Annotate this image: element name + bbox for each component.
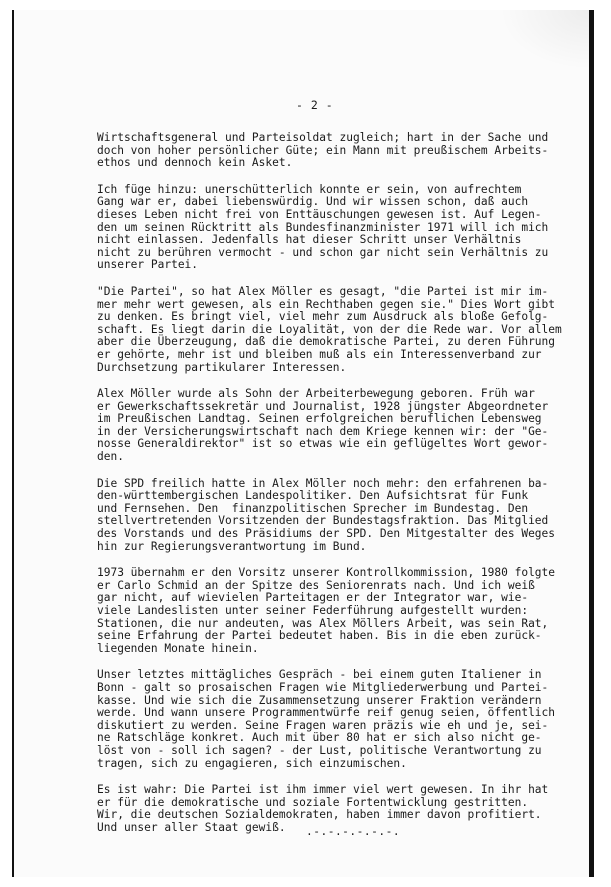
text-line: werde. Und wann unsere Programmentwürfe reif genug seien, öffentlich bbox=[97, 706, 556, 720]
text-line: 1973 übernahm er den Vorsitz unserer Kontrollkommission, 1980 folgte bbox=[97, 566, 556, 580]
text-line: den-württembergischen Landespolitiker. Den Aufsichtsrat für Funk bbox=[97, 489, 529, 503]
text-line: Es ist wahr: Die Partei ist ihm immer viel wert gewesen. In ihr hat bbox=[97, 783, 549, 797]
text-line: den um seinen Rücktritt als Bundesfinanzminister 1971 will ich mich bbox=[97, 220, 549, 234]
text-line: er gehörte, mehr ist und bleiben muß als ein Interessenverband zur bbox=[97, 347, 542, 361]
text-line: in der Versicherungswirtschaft nach dem Kriege kennen wir: der "Ge- bbox=[97, 424, 549, 438]
letter-body bbox=[97, 132, 577, 849]
text-line: unserer Partei. bbox=[97, 258, 199, 272]
text-line: Wirtschaftsgeneral und Parteisoldat zugleich; hart in der Sache und bbox=[97, 131, 549, 144]
paragraph-1 bbox=[97, 132, 577, 170]
text-line: kasse. Und wie sich die Zusammensetzung unserer Fraktion verändern bbox=[97, 693, 542, 707]
paragraph-4 bbox=[97, 388, 577, 464]
text-line: nicht einlassen. Jedenfalls hat dieser Schritt unser Verhältnis bbox=[97, 233, 522, 247]
text-line: diskutiert zu werden. Seine Fragen waren präzis wie eh und je, sei- bbox=[97, 718, 549, 732]
text-line: tragen, sich zu engagieren, sich einzumischen. bbox=[97, 756, 407, 770]
text-line: aber die Überzeugung, daß die demokratische Partei, zu deren Führung bbox=[97, 335, 556, 349]
text-line: ne Ratschläge konkret. Auch mit über 80 hat er sich also nicht ge- bbox=[97, 731, 542, 745]
text-line: ethos und dennoch kein Asket. bbox=[97, 156, 293, 170]
paragraph-7 bbox=[97, 669, 577, 770]
document-page bbox=[12, 10, 594, 877]
text-line: gar nicht, auf wievielen Parteitagen er der Integrator war, wie- bbox=[97, 591, 529, 605]
text-line: nicht zu berühren vermocht - und schon gar nicht sein Verhältnis zu bbox=[97, 245, 549, 259]
text-line: nosse Generaldirektor" ist so etwas wie ein geflügeltes Wort gewor- bbox=[97, 437, 549, 451]
paragraph-5 bbox=[97, 478, 577, 554]
text-line: liegenden Monate hinein. bbox=[97, 641, 259, 655]
closing-mark: .-.-.-.-.-.-. bbox=[306, 825, 401, 838]
text-line: Die SPD freilich hatte in Alex Möller noch mehr: den erfahrenen ba- bbox=[97, 476, 549, 490]
text-line: Stationen, die nur andeuten, was Alex Möllers Arbeit, was sein Rat, bbox=[97, 616, 549, 630]
text-line: zu denken. Es bringt viel, viel mehr zum Ausdruck als bloße Gefolg- bbox=[97, 310, 549, 324]
text-line: seine Erfahrung der Partei bedeutet haben. Bis in die eben zurück- bbox=[97, 629, 542, 643]
text-line: schaft. Es liegt darin die Loyalität, von der die Rede war. Vor allem bbox=[97, 322, 562, 336]
text-line: Alex Möller wurde als Sohn der Arbeiterbewegung geboren. Früh war bbox=[97, 387, 535, 401]
text-line: Bonn - galt so prosaischen Fragen wie Mitgliederwerbung und Partei- bbox=[97, 680, 549, 694]
text-line: Und unser aller Staat gewiß. bbox=[97, 820, 286, 834]
text-line: viele Landeslisten unter seiner Federführung aufgestellt wurden: bbox=[97, 604, 529, 617]
text-line: den. bbox=[97, 450, 124, 464]
text-line: doch von hoher persönlicher Güte; ein Mann mit preußischem Arbeits- bbox=[97, 143, 549, 157]
text-line: er Carlo Schmid an der Spitze des Seniorenrats nach. Und ich weiß bbox=[97, 578, 535, 592]
paragraph-3 bbox=[97, 286, 577, 374]
text-line: und Fernsehen. Den finanzpolitischen Sprecher im Bundestag. Den bbox=[97, 501, 529, 515]
text-line: Durchsetzung partikularer Interessen. bbox=[97, 360, 347, 374]
paper-shadow bbox=[499, 10, 589, 70]
text-line: er Gewerkschaftssekretär und Journalist, 1928 jüngster Abgeordneter bbox=[97, 399, 549, 413]
page-number: - 2 - bbox=[296, 98, 334, 112]
text-line: stellvertretenden Vorsitzenden der Bundestagsfraktion. Das Mitglied bbox=[97, 514, 549, 528]
text-line: Wir, die deutschen Sozialdemokraten, haben immer davon profitiert. bbox=[97, 808, 542, 822]
text-line: im Preußischen Landtag. Seinen erfolgreichen beruflichen Lebensweg bbox=[97, 412, 542, 426]
text-line: dieses Leben nicht frei von Enttäuschungen gewesen ist. Auf Legen- bbox=[97, 207, 542, 221]
text-line: "Die Partei", so hat Alex Möller es gesagt, "die Partei ist mir im- bbox=[97, 284, 549, 298]
text-line: Unser letztes mittägliches Gespräch - bei einem guten Italiener in bbox=[97, 668, 542, 682]
text-line: löst von - soll ich sagen? - der Lust, politische Verantwortung zu bbox=[97, 743, 542, 757]
text-line: mer mehr wert gewesen, als ein Rechthaben gegen sie." Dies Wort gibt bbox=[97, 297, 556, 311]
text-line: er für die demokratische und soziale Fortentwicklung gestritten. bbox=[97, 795, 529, 809]
paragraph-6 bbox=[97, 567, 577, 655]
text-line: hin zur Regierungsverantwortung im Bund. bbox=[97, 539, 367, 553]
text-line: Gang war er, dabei liebenswürdig. Und wir wissen schon, daß auch bbox=[97, 195, 529, 209]
text-line: des Vorstands und des Präsidiums der SPD. Den Mitgestalter des Weges bbox=[97, 527, 556, 541]
paragraph-2 bbox=[97, 184, 577, 272]
text-line: Ich füge hinzu: unerschütterlich konnte er sein, von aufrechtem bbox=[97, 182, 522, 196]
